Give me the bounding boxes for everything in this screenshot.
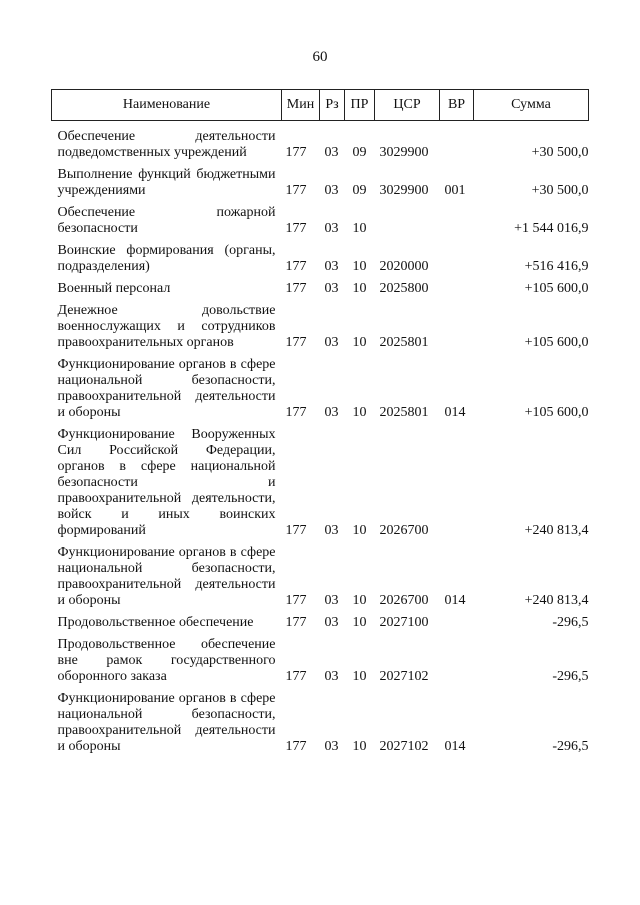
row-min: 177 (285, 615, 307, 630)
row-rz: 03 (324, 145, 339, 160)
row-name: Военный персонал (57, 281, 171, 296)
row-pr: 10 (352, 281, 367, 296)
row-vr (440, 637, 474, 691)
table-row (52, 691, 589, 761)
row-csr: 2025801 (379, 405, 429, 420)
row-vr: 014 (444, 739, 466, 754)
row-sum: -296,5 (552, 739, 589, 754)
row-csr: 2027100 (379, 615, 429, 630)
row-pr: 10 (352, 335, 367, 350)
row-name: Выполнение функций бюджетными учреждениями (57, 167, 276, 198)
row-pr: 10 (352, 669, 367, 684)
row-pr: 10 (352, 739, 367, 754)
row-sum: +240 813,4 (524, 593, 589, 608)
budget-table (51, 89, 589, 761)
row-min: 177 (285, 593, 307, 608)
table-row (52, 303, 589, 357)
header-pr: ПР (345, 90, 375, 121)
row-sum: +30 500,0 (531, 145, 589, 160)
row-csr: 3029900 (379, 145, 429, 160)
table-row (52, 121, 589, 168)
row-vr: 014 (444, 405, 466, 420)
header-rz: Рз (320, 90, 345, 121)
row-name: Продовольственное обеспечение вне рамок государственного оборонного заказа (57, 637, 276, 684)
header-name: Наименование (52, 90, 282, 121)
row-vr (440, 281, 474, 303)
row-pr: 10 (352, 259, 367, 274)
row-rz: 03 (324, 669, 339, 684)
row-csr: 2025800 (379, 281, 429, 296)
row-name: Продовольственное обеспечение (57, 615, 254, 630)
row-pr: 10 (352, 615, 367, 630)
row-csr: 2027102 (379, 669, 429, 684)
header-sum: Сумма (474, 90, 589, 121)
table-row (52, 545, 589, 615)
row-sum: +105 600,0 (524, 335, 589, 350)
table-body (52, 121, 589, 762)
table-row (52, 281, 589, 303)
row-pr: 09 (352, 145, 367, 160)
row-vr (440, 303, 474, 357)
row-sum: +30 500,0 (531, 183, 589, 198)
row-rz: 03 (324, 615, 339, 630)
row-min: 177 (285, 259, 307, 274)
table-row (52, 357, 589, 427)
row-csr: 3029900 (379, 183, 429, 198)
row-csr (375, 205, 440, 243)
row-vr (440, 205, 474, 243)
row-rz: 03 (324, 221, 339, 236)
row-vr (440, 427, 474, 545)
table-row (52, 615, 589, 637)
row-sum: +105 600,0 (524, 281, 589, 296)
row-csr: 2027102 (379, 739, 429, 754)
row-min: 177 (285, 145, 307, 160)
table-header (52, 90, 589, 121)
row-min: 177 (285, 405, 307, 420)
row-sum: -296,5 (552, 615, 589, 630)
row-pr: 10 (352, 523, 367, 538)
row-rz: 03 (324, 593, 339, 608)
row-pr: 10 (352, 593, 367, 608)
row-vr: 014 (444, 593, 466, 608)
row-min: 177 (285, 281, 307, 296)
row-name: Функционирование органов в сфере национальной безопасности, правоохранительной деятельности и обороны (57, 357, 276, 420)
header-vr: ВР (440, 90, 474, 121)
table-row (52, 427, 589, 545)
header-row (52, 90, 589, 121)
row-name: Функционирование органов в сфере национальной безопасности, правоохранительной деятельности и обороны (57, 691, 276, 754)
row-csr: 2020000 (379, 259, 429, 274)
row-name: Обеспечение пожарной безопасности (57, 205, 276, 236)
row-name: Функционирование Вооруженных Сил Российской Федерации, органов в сфере национальной безопасности и правоохранительной деятельности, войск и иных воинских формирований (57, 427, 276, 538)
table-row (52, 167, 589, 205)
page-number: 60 (312, 49, 328, 65)
table-row (52, 637, 589, 691)
row-csr: 2026700 (379, 593, 429, 608)
table-row (52, 243, 589, 281)
row-rz: 03 (324, 335, 339, 350)
row-rz: 03 (324, 259, 339, 274)
row-rz: 03 (324, 739, 339, 754)
row-sum: +240 813,4 (524, 523, 589, 538)
row-name: Воинские формирования (органы, подразделения) (57, 243, 276, 274)
row-min: 177 (285, 669, 307, 684)
table-row (52, 205, 589, 243)
row-vr: 001 (444, 183, 466, 198)
row-rz: 03 (324, 405, 339, 420)
row-name: Обеспечение деятельности подведомственных учреждений (57, 129, 276, 160)
header-min: Мин (282, 90, 320, 121)
row-pr: 09 (352, 183, 367, 198)
row-sum: -296,5 (552, 669, 589, 684)
row-vr (440, 121, 474, 168)
row-name: Денежное довольствие военнослужащих и сотрудников правоохранительных органов (57, 303, 276, 350)
row-vr (440, 243, 474, 281)
row-csr: 2025801 (379, 335, 429, 350)
row-sum: +105 600,0 (524, 405, 589, 420)
row-min: 177 (285, 221, 307, 236)
row-rz: 03 (324, 523, 339, 538)
row-sum: +1 544 016,9 (514, 221, 589, 236)
row-vr (440, 615, 474, 637)
row-min: 177 (285, 335, 307, 350)
row-pr: 10 (352, 405, 367, 420)
row-min: 177 (285, 523, 307, 538)
row-name: Функционирование органов в сфере национальной безопасности, правоохранительной деятельности и обороны (57, 545, 276, 608)
row-rz: 03 (324, 281, 339, 296)
row-csr: 2026700 (379, 523, 429, 538)
row-min: 177 (285, 183, 307, 198)
row-rz: 03 (324, 183, 339, 198)
row-pr: 10 (352, 221, 367, 236)
row-min: 177 (285, 739, 307, 754)
row-sum: +516 416,9 (524, 259, 589, 274)
header-csr: ЦСР (375, 90, 440, 121)
